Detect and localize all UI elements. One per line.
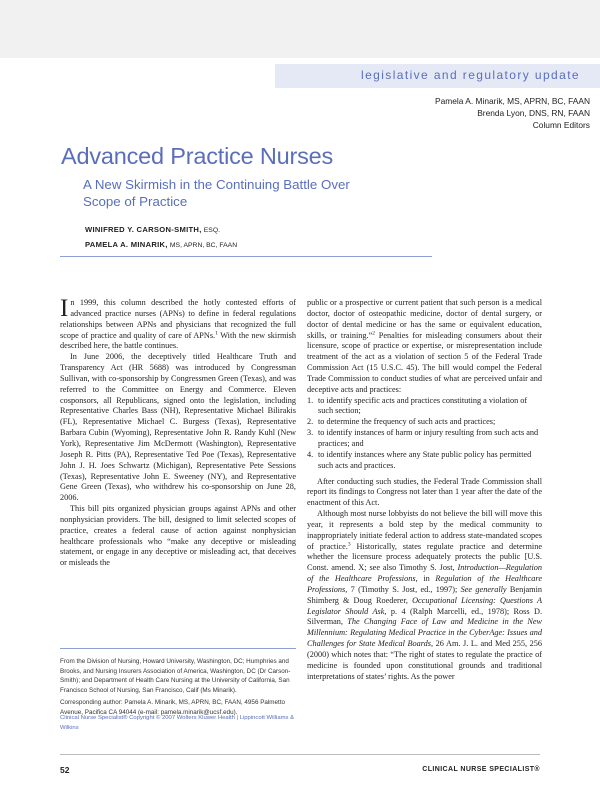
footnote-ref: 1 <box>215 329 218 336</box>
article-title: Advanced Practice Nurses <box>61 143 334 169</box>
paragraph: In 1999, this column described the hotly contested efforts of advanced practice nurses (APNs) to define in federal regulations relationships between APNs and physicians that recognized the full scope of practice and quality of care of APNs.$^1$ With the new skirmish described here, the battle continues. <box>60 295 296 351</box>
paragraph: This bill pits organized physician groups against APNs and other nonphysician providers. The bill, designed to limit selected scopes of practice, creates a federal cause of action against nonphysician healthcare professionals who “make any deceptive or misleading statement, or engage in any deceptive or misleading act, that deceives or misleads the <box>60 504 296 568</box>
paragraph: After conducting such studies, the Federal Trade Commission shall report its findings to Congress not later than 1 year after the date of the enactment of this Act. <box>307 476 542 508</box>
article-subtitle: A New Skirmish in the Continuing Battle Over Scope of Practice <box>83 177 350 209</box>
author-name: PAMELA A. MINARIK, <box>85 240 168 249</box>
author <box>85 238 237 253</box>
page-number: 52 <box>60 765 70 775</box>
section-title: legislative and regulatory update <box>361 68 580 82</box>
footnote-ref: 3 <box>347 540 351 547</box>
affiliation: From the Division of Nursing, Howard University, Washington, DC; Humphries and Brooks, and Nursing Insurers Association of America, Washington, DC (Dr Carson-Smith); and Department of Health Care Nursing at the University of California, San Francisco School of Nursing, San Francisco, Calif (Ms Minarik). <box>60 658 291 694</box>
journal-name: CLINICAL NURSE SPECIALIST® <box>422 766 540 773</box>
copyright-notice: Clinical Nurse Specialist® Copyright © 2007 Wolters Kluwer Health | Lippincott Williams & Wilkins <box>60 715 295 731</box>
author <box>85 223 237 238</box>
author-name: WINIFRED Y. CARSON-SMITH, <box>85 225 202 234</box>
footnote-ref: 2 <box>372 329 376 336</box>
editor-name: Brenda Lyon, DNS, RN, FAAN <box>477 108 590 118</box>
editor-name: Pamela A. Minarik, MS, APRN, BC, FAAN <box>435 96 590 106</box>
list-item: 3. to identify instances of harm or injury resulting from such acts and practices; and <box>307 428 539 448</box>
editors-role: Column Editors <box>532 120 590 130</box>
divider <box>60 256 432 257</box>
paragraph: Although most nurse lobbyists do not believe the bill will move this year, it represents a bold step by the medical community to inappropriately initiate federal action to address state-mandated scopes of practice.$^3$ Historically, states regulate practice and determine whether the licensure process adequately protects the public [U.S. Const. amend. X; see also Timothy S. Jost, Introduction—Regulation of the Healthcare Professions, in Regulation of the Healthcare Professions, 7 (Timothy S. Jost, ed., 1997); See generally Benjamin Shimberg & Doug Roederer, Occupational Licensing: Questions A Legislator Should Ask, p. 4 (Ralph Marcelli, ed., 1978); Ross D. Silverman, The Changing Face of Law and Medicine in the New Millennium: Regulating Medical Practice in the CyberAge: Issues and Challenges for State Medical Boards, 26 Am. J. L. and Med 255, 256 (2000) which notes that: “The right of states to regulate the practice of medicine is founded upon constitutional grounds and traditional interpretations of states’ rights. As the power <box>307 509 543 681</box>
list-item: 2. to determine the frequency of such acts and practices; <box>307 417 496 427</box>
correspondence: Corresponding author: Pamela A. Minarik, MS, APRN, BC, FAAN, 4956 Palmetto Avenue, Pacifica CA 94044 (e-mail: pamela.minarik@ucsf.edu). <box>60 699 286 716</box>
affiliation-footnote <box>60 657 298 720</box>
author-credentials: ESQ. <box>203 227 221 234</box>
paragraph: public or a prospective or current patient that such person is a medical doctor, doctor of osteopathic medicine, doctor of dental surgery, or doctor of dental medicine or has the same or equivalent education, skills, or training.”$^2$ Penalties for misleading consumers about their licensure, scope of practice or expertise, or misrepresentation include treatment of the act as a violation of section 5 of the Federal Trade Commission Act (15 U.S.C. 45). The bill would compel the Federal Trade Commission to conduct studies of what are perceived unfair and deceptive acts and practices: <box>307 298 542 394</box>
numbered-list <box>307 396 542 472</box>
body-column-right <box>307 298 542 683</box>
body-column-left <box>60 295 296 569</box>
paragraph: In June 2006, the deceptively titled Healthcare Truth and Transparency Act (HR 5688) was introduced by Congressman Sullivan, with co-sponsorship by Congressmen Green (Texas), and was referred to the Committee on Energy and Commerce. Eleven cosponsors, all Republicans, signed onto the legislation, including Representative Charles Bass (NH), Representative Michael Bilirakis (FL), Representative Michael C. Burgess (Texas), Representative Barbara Cubin (Wyoming), Representative John R. Randy Kuhl (New York), Representative Jim McDermott (Washington), Representative Joseph R. Pitts (PA), Representative Ted Poe (Texas), Representative John J. H. Joes Schwartz (Michigan), Representative Pete Sessions (Texas), Representative John E. Sweeney (NY), and Representative Gene Green (Texas), who withdrew his co-sponsorship on June 28, 2006. <box>60 352 296 503</box>
divider <box>60 754 540 755</box>
header-band <box>0 0 600 58</box>
drop-cap: I <box>60 295 69 322</box>
divider <box>60 648 296 649</box>
list-item: 1. to identify specific acts and practices constituting a violation of such section; <box>307 395 528 416</box>
column-editors <box>330 95 590 131</box>
list-item: 4. to identify instances where any State public policy has permitted such acts and practices. <box>307 449 532 470</box>
author-credentials: MS, APRN, BC, FAAN <box>169 242 238 249</box>
author-list <box>85 223 237 253</box>
